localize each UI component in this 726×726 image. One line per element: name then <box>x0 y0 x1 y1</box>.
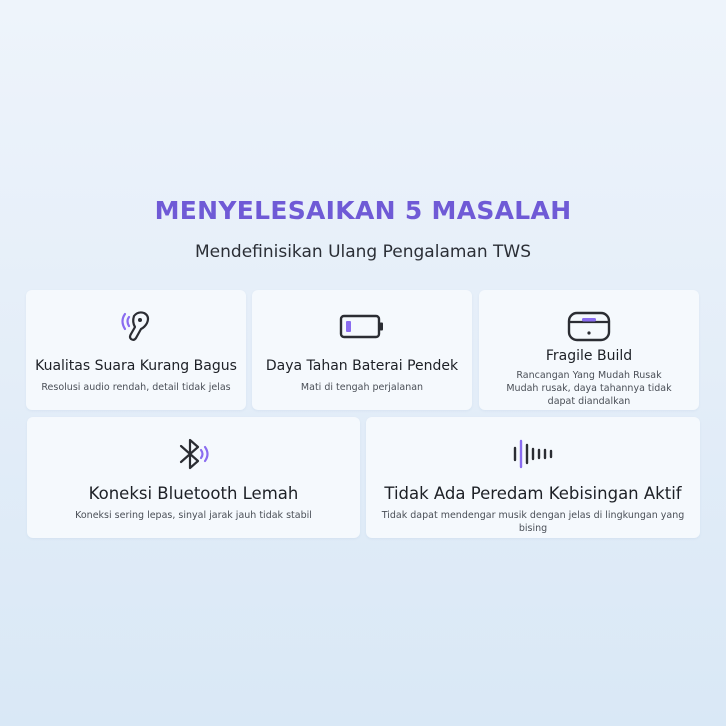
earbud-case-icon <box>566 310 612 348</box>
page-subtitle: Mendefinisikan Ulang Pengalaman TWS <box>195 242 531 262</box>
problem-card-bluetooth <box>27 417 360 538</box>
card-description: Resolusi audio rendah, detail tidak jelas <box>41 382 231 393</box>
card-description: Tidak dapat mendengar musik dengan jelas di lingkungan yang bising <box>381 510 685 534</box>
earbud-sound-icon <box>116 306 156 350</box>
card-description-line2: Mudah rusak, daya tahannya tidak dapat diandalkan <box>506 383 672 407</box>
card-title: Tidak Ada Peredam Kebisingan Aktif <box>384 484 682 503</box>
sound-wave-icon <box>511 435 555 477</box>
problem-card-battery <box>252 290 472 410</box>
card-title: Daya Tahan Baterai Pendek <box>265 358 459 374</box>
page-title: MENYELESAIKAN 5 MASALAH <box>154 196 572 225</box>
problem-card-build <box>479 290 699 410</box>
card-title: Koneksi Bluetooth Lemah <box>88 484 299 503</box>
card-description-line1: Rancangan Yang Mudah Rusak <box>516 370 662 381</box>
card-title: Fragile Build <box>545 348 633 364</box>
battery-low-icon <box>339 312 385 346</box>
card-title: Kualitas Suara Kurang Bagus <box>35 358 237 374</box>
problem-card-noise-cancel <box>366 417 700 538</box>
card-description: Koneksi sering lepas, sinyal jarak jauh tidak stabil <box>75 510 312 521</box>
card-description: Mati di tengah perjalanan <box>300 382 424 393</box>
problem-card-sound-quality <box>26 290 246 410</box>
bluetooth-icon <box>176 435 212 477</box>
